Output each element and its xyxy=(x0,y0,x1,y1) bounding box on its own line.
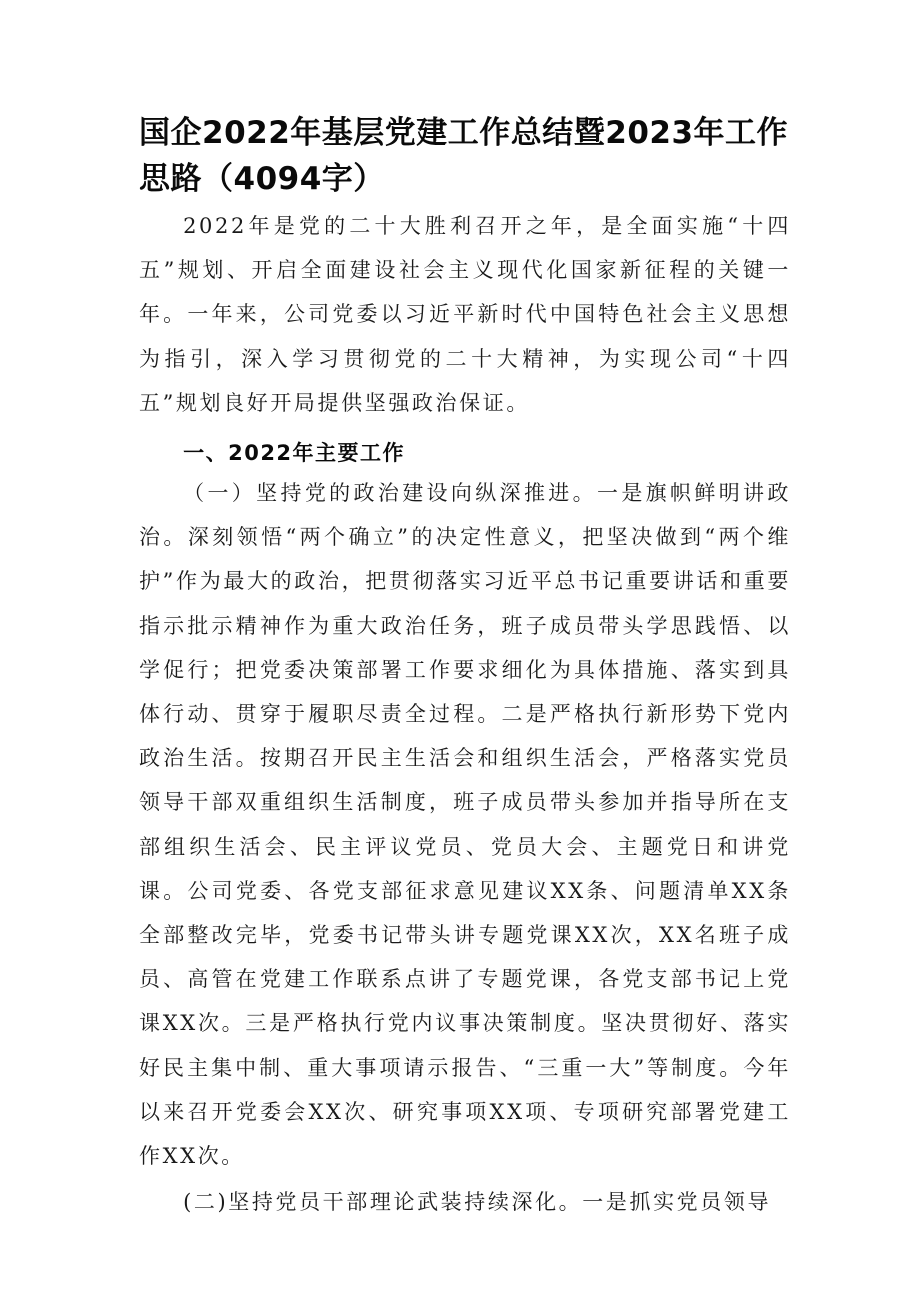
section-paragraph-1: （一）坚持党的政治建设向纵深推进。一是旗帜鲜明讲政治。深刻领悟“两个确立”的决定性意义，把坚决做到“两个维护”作为最大的政治，把贯彻落实习近平总书记重要讲话和重要指示批示精神作为重大政治任务，班子成员带头学思践悟、以学促行；把党委决策部署工作要求细化为具体措施、落实到具体行动、贯穿于履职尽责全过程。二是严格执行新形势下党内政治生活。按期召开民主生活会和组织生活会，严格落实党员领导干部双重组织生活制度，班子成员带头参加并指导所在支部组织生活会、民主评议党员、党员大会、主题党日和讲党课。公司党委、各党支部征求意见建议XX条、问题清单XX条全部整改完毕，党委书记带头讲专题党课XX次，XX名班子成员、高管在党建工作联系点讲了专题党课，各党支部书记上党课XX次。三是严格执行党内议事决策制度。坚决贯彻好、落实好民主集中制、重大事项请示报告、“三重一大”等制度。今年以来召开党委会XX次、研究事项XX项、专项研究部署党建工作XX次。 xyxy=(139,481,791,1169)
document-body xyxy=(139,110,791,1224)
document-title: 国企2022年基层党建工作总结暨2023年工作思路（4094字） xyxy=(139,115,789,197)
section-paragraph-2: (二)坚持党员干部理论武装持续深化。一是抓实党员领导 xyxy=(183,1190,772,1215)
intro-paragraph: 2022年是党的二十大胜利召开之年，是全面实施“十四五”规划、开启全面建设社会主义现代化国家新征程的关键一年。一年来，公司党委以习近平新时代中国特色社会主义思想为指引，深入学习贯彻党的二十大精神，为实现公司“十四五”规划良好开局提供坚强政治保证。 xyxy=(139,214,791,415)
section-heading: 一、2022年主要工作 xyxy=(183,441,406,466)
